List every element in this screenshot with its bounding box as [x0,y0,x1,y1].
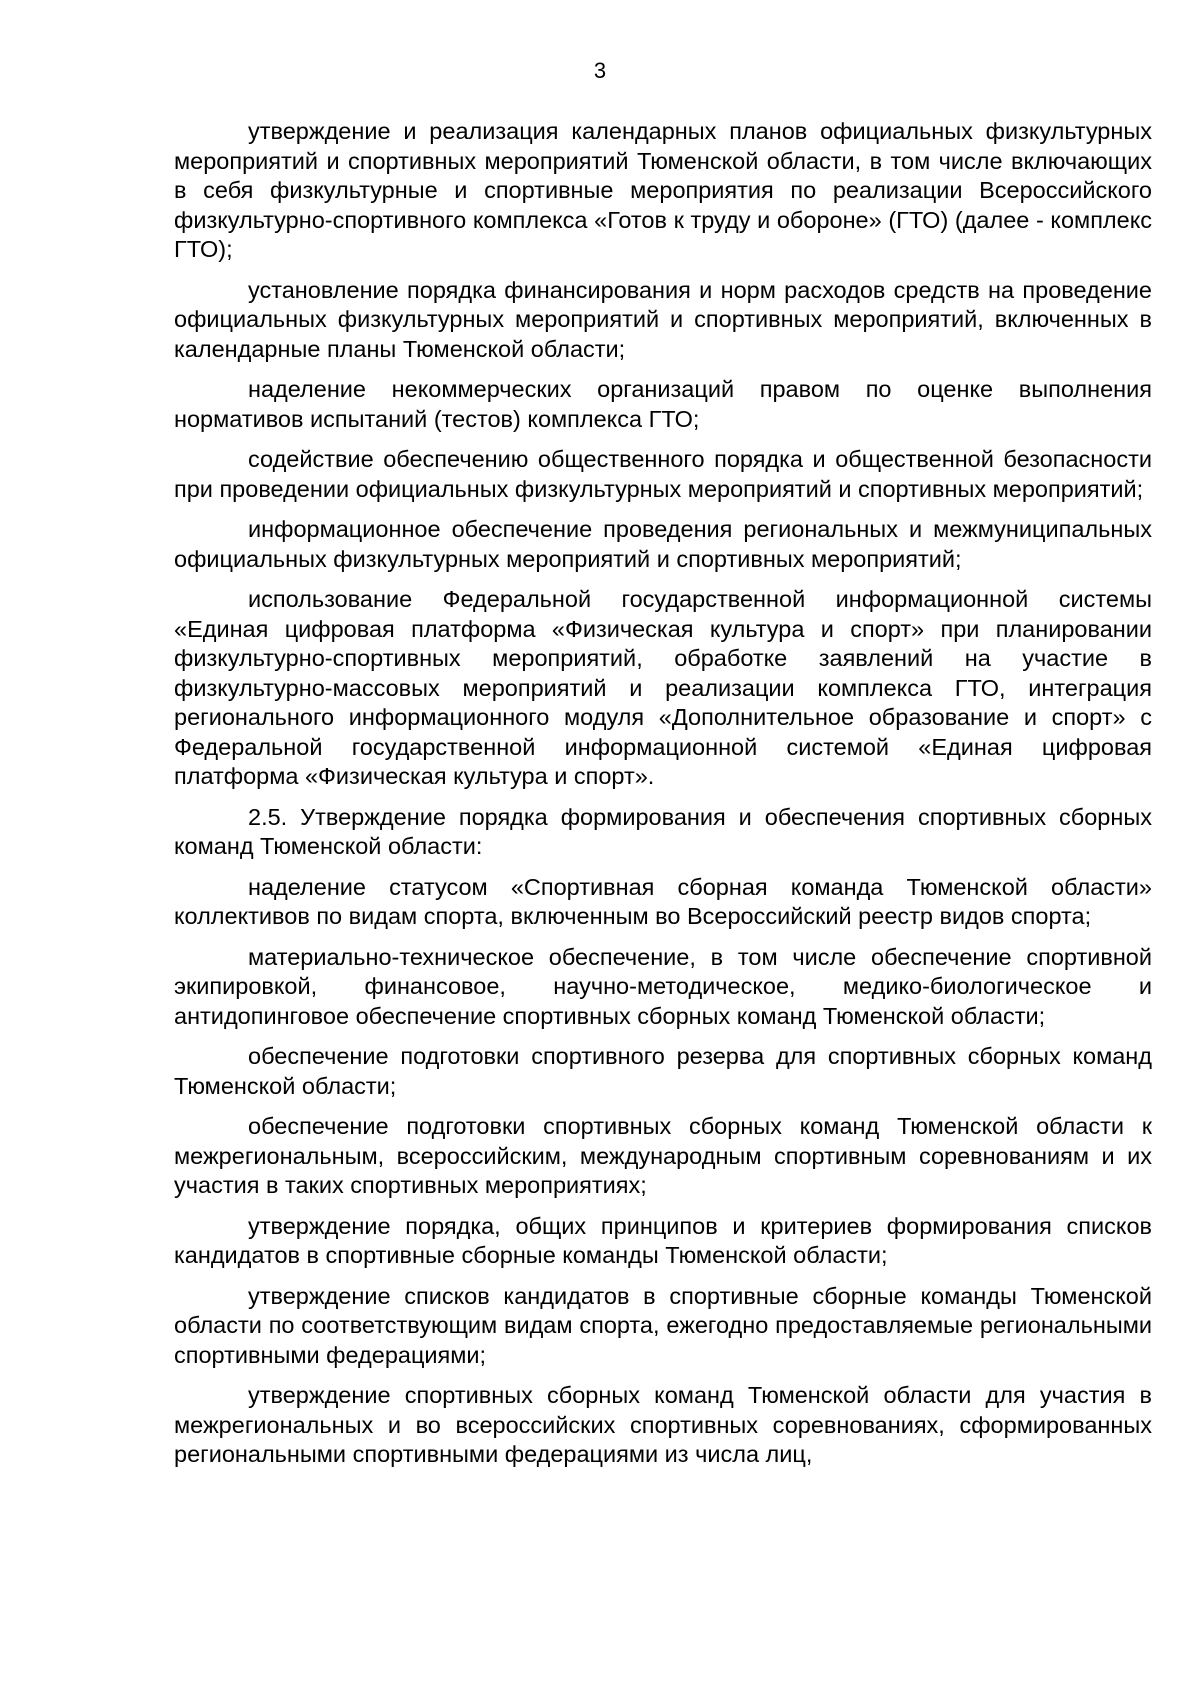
paragraph: утверждение списков кандидатов в спортивные сборные команды Тюменской области по соответствующим видам спорта, ежегодно предоставляемые региональными спортивными федерациями; [174,1282,1152,1368]
paragraph: информационное обеспечение проведения региональных и межмуниципальных официальных физкультурных мероприятий и спортивных мероприятий; [174,516,1152,572]
paragraph: содействие обеспечению общественного порядка и общественной безопасности при проведении официальных физкультурных мероприятий и спортивных мероприятий; [174,446,1152,502]
paragraph: наделение некоммерческих организаций правом по оценке выполнения нормативов испытаний (тестов) комплекса ГТО; [174,376,1152,432]
paragraph: обеспечение подготовки спортивных сборных команд Тюменской области к межрегиональным, всероссийским, международным спортивным соревнованиям и их участия в таких спортивных мероприятиях; [174,1113,1152,1198]
paragraph: наделение статусом «Спортивная сборная команда Тюменской области» коллективов по видам спорта, включенным во Всероссийский реестр видов спорта; [174,873,1152,929]
paragraph: утверждение порядка, общих принципов и критериев формирования списков кандидатов в спортивные сборные команды Тюменской области; [174,1212,1152,1268]
paragraph: утверждение спортивных сборных команд Тюменской области для участия в межрегиональных и во всероссийских спортивных соревнованиях, сформированных региональными спортивными федерациями из числа лиц, [174,1382,1152,1467]
paragraph: утверждение и реализация календарных планов официальных физкультурных мероприятий и спортивных мероприятий Тюменской области, в том числе включающих в себя физкультурные и спортивные мероприятия по реализации Всероссийского физкультурно-спортивного комплекса «Готов к труду и обороне» (ГТО) (далее - комплекс ГТО); [174,118,1152,262]
document-body [174,117,1152,1481]
section-heading-2-5: 2.5. Утверждение порядка формирования и обеспечения спортивных сборных команд Тюменской области: [174,803,1152,859]
paragraph: обеспечение подготовки спортивного резерва для спортивных сборных команд Тюменской области; [174,1043,1152,1099]
paragraph: использование Федеральной государственной информационной системы «Единая цифровая платформа «Физическая культура и спорт» при планировании физкультурно-спортивных мероприятий, обработке заявлений на участие в физкультурно-массовых мероприятий и реализации комплекса ГТО, интеграция регионального информационного модуля «Дополнительное образование и спорт» с Федеральной государственной информационной системой «Единая цифровая платформа «Физическая культура и спорт». [174,586,1152,789]
page-number: 3 [593,58,607,83]
paragraph: установление порядка финансирования и норм расходов средств на проведение официальных физкультурных мероприятий и спортивных мероприятий, включенных в календарные планы Тюменской области; [174,276,1152,362]
paragraph: материально-техническое обеспечение, в том числе обеспечение спортивной экипировкой, финансовое, научно-методическое, медико-биологическое и антидопинговое обеспечение спортивных сборных команд Тюменской области; [174,943,1152,1029]
